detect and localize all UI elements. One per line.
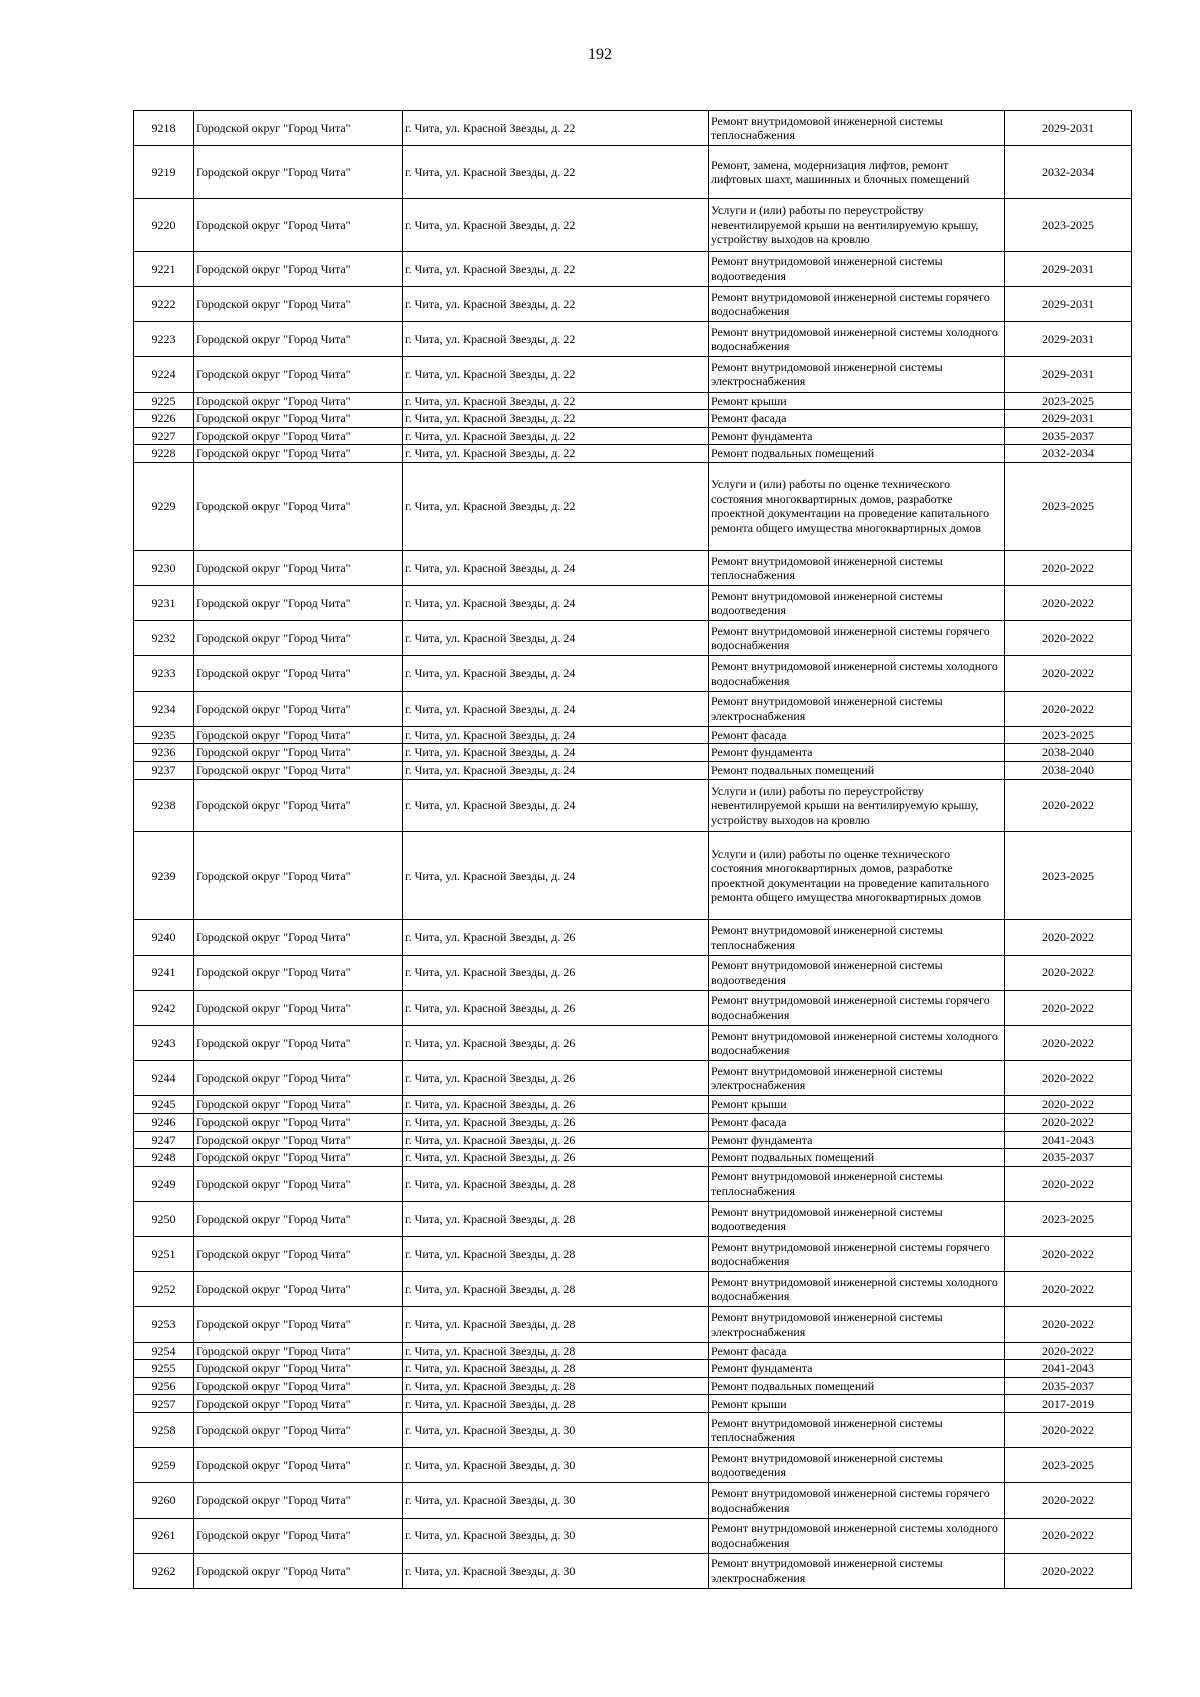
cell-work-type: Ремонт внутридомовой инженерной системы водоотведения (709, 1201, 1005, 1236)
cell-number: 9242 (134, 990, 194, 1025)
cell-municipality: Городской округ "Город Чита" (194, 1096, 403, 1114)
cell-number: 9232 (134, 621, 194, 656)
table-row (134, 462, 1132, 550)
cell-number: 9222 (134, 286, 194, 321)
cell-period: 2038-2040 (1005, 744, 1132, 762)
cell-period: 2020-2022 (1005, 1025, 1132, 1060)
cell-period: 2023-2025 (1005, 726, 1132, 744)
cell-municipality: Городской округ "Город Чита" (194, 691, 403, 726)
cell-address: г. Чита, ул. Красной Звезды, д. 22 (403, 445, 709, 463)
cell-address: г. Чита, ул. Красной Звезды, д. 26 (403, 955, 709, 990)
cell-address: г. Чита, ул. Красной Звезды, д. 26 (403, 920, 709, 955)
cell-municipality: Городской округ "Город Чита" (194, 1483, 403, 1518)
cell-period: 2020-2022 (1005, 1342, 1132, 1360)
cell-period: 2020-2022 (1005, 955, 1132, 990)
cell-work-type: Ремонт внутридомовой инженерной системы электроснабжения (709, 1307, 1005, 1342)
cell-work-type: Ремонт внутридомовой инженерной системы холодного водоснабжения (709, 1272, 1005, 1307)
cell-address: г. Чита, ул. Красной Звезды, д. 30 (403, 1553, 709, 1588)
cell-municipality: Городской округ "Город Чита" (194, 198, 403, 251)
cell-work-type: Ремонт внутридомовой инженерной системы электроснабжения (709, 357, 1005, 392)
cell-municipality: Городской округ "Город Чита" (194, 955, 403, 990)
cell-municipality: Городской округ "Город Чита" (194, 1518, 403, 1553)
table-row (134, 322, 1132, 357)
cell-number: 9227 (134, 427, 194, 445)
cell-period: 2038-2040 (1005, 762, 1132, 780)
cell-work-type: Ремонт внутридомовой инженерной системы водоотведения (709, 586, 1005, 621)
cell-period: 2029-2031 (1005, 322, 1132, 357)
cell-work-type: Ремонт внутридомовой инженерной системы холодного водоснабжения (709, 1025, 1005, 1060)
cell-work-type: Ремонт внутридомовой инженерной системы холодного водоснабжения (709, 1518, 1005, 1553)
cell-municipality: Городской округ "Город Чита" (194, 1413, 403, 1448)
cell-work-type: Ремонт внутридомовой инженерной системы водоотведения (709, 955, 1005, 990)
cell-number: 9248 (134, 1149, 194, 1167)
cell-municipality: Городской округ "Город Чита" (194, 656, 403, 691)
cell-municipality: Городской округ "Город Чита" (194, 1131, 403, 1149)
cell-address: г. Чита, ул. Красной Звезды, д. 24 (403, 621, 709, 656)
cell-number: 9259 (134, 1448, 194, 1483)
table-row (134, 762, 1132, 780)
cell-period: 2041-2043 (1005, 1131, 1132, 1149)
cell-number: 9220 (134, 198, 194, 251)
table-row (134, 691, 1132, 726)
cell-work-type: Ремонт внутридомовой инженерной системы электроснабжения (709, 1061, 1005, 1096)
table-row (134, 410, 1132, 428)
cell-number: 9223 (134, 322, 194, 357)
cell-work-type: Ремонт фасада (709, 726, 1005, 744)
cell-period: 2020-2022 (1005, 1553, 1132, 1588)
cell-period: 2020-2022 (1005, 550, 1132, 585)
cell-period: 2020-2022 (1005, 1061, 1132, 1096)
table-row (134, 1237, 1132, 1272)
cell-address: г. Чита, ул. Красной Звезды, д. 30 (403, 1483, 709, 1518)
cell-period: 2023-2025 (1005, 392, 1132, 410)
cell-period: 2020-2022 (1005, 1096, 1132, 1114)
cell-period: 2029-2031 (1005, 286, 1132, 321)
cell-address: г. Чита, ул. Красной Звезды, д. 28 (403, 1395, 709, 1413)
cell-number: 9228 (134, 445, 194, 463)
cell-municipality: Городской округ "Город Чита" (194, 146, 403, 199)
cell-municipality: Городской округ "Город Чита" (194, 1113, 403, 1131)
cell-municipality: Городской округ "Город Чита" (194, 726, 403, 744)
cell-municipality: Городской округ "Город Чита" (194, 427, 403, 445)
cell-period: 2023-2025 (1005, 832, 1132, 920)
cell-municipality: Городской округ "Город Чита" (194, 832, 403, 920)
cell-number: 9245 (134, 1096, 194, 1114)
cell-address: г. Чита, ул. Красной Звезды, д. 26 (403, 1061, 709, 1096)
cell-municipality: Городской округ "Город Чита" (194, 1025, 403, 1060)
cell-number: 9225 (134, 392, 194, 410)
cell-period: 2020-2022 (1005, 656, 1132, 691)
table-row (134, 586, 1132, 621)
cell-address: г. Чита, ул. Красной Звезды, д. 26 (403, 1025, 709, 1060)
cell-work-type: Ремонт внутридомовой инженерной системы теплоснабжения (709, 920, 1005, 955)
cell-number: 9250 (134, 1201, 194, 1236)
cell-period: 2023-2025 (1005, 198, 1132, 251)
cell-municipality: Городской округ "Город Чита" (194, 445, 403, 463)
cell-address: г. Чита, ул. Красной Звезды, д. 24 (403, 550, 709, 585)
table-row (134, 1307, 1132, 1342)
table-row (134, 955, 1132, 990)
cell-address: г. Чита, ул. Красной Звезды, д. 24 (403, 762, 709, 780)
cell-number: 9221 (134, 251, 194, 286)
table-row (134, 779, 1132, 832)
cell-address: г. Чита, ул. Красной Звезды, д. 22 (403, 410, 709, 428)
cell-period: 2017-2019 (1005, 1395, 1132, 1413)
table-row (134, 1131, 1132, 1149)
cell-work-type: Ремонт внутридомовой инженерной системы теплоснабжения (709, 1166, 1005, 1201)
cell-period: 2020-2022 (1005, 779, 1132, 832)
cell-municipality: Городской округ "Город Чита" (194, 1360, 403, 1378)
cell-address: г. Чита, ул. Красной Звезды, д. 22 (403, 427, 709, 445)
cell-municipality: Городской округ "Город Чита" (194, 286, 403, 321)
cell-address: г. Чита, ул. Красной Звезды, д. 30 (403, 1518, 709, 1553)
cell-number: 9252 (134, 1272, 194, 1307)
cell-work-type: Ремонт внутридомовой инженерной системы водоотведения (709, 251, 1005, 286)
cell-work-type: Ремонт фундамента (709, 744, 1005, 762)
cell-number: 9239 (134, 832, 194, 920)
cell-period: 2020-2022 (1005, 1413, 1132, 1448)
cell-period: 2041-2043 (1005, 1360, 1132, 1378)
cell-address: г. Чита, ул. Красной Звезды, д. 28 (403, 1201, 709, 1236)
cell-work-type: Ремонт внутридомовой инженерной системы холодного водоснабжения (709, 656, 1005, 691)
cell-municipality: Городской округ "Город Чита" (194, 586, 403, 621)
cell-address: г. Чита, ул. Красной Звезды, д. 24 (403, 726, 709, 744)
cell-work-type: Ремонт внутридомовой инженерной системы горячего водоснабжения (709, 1483, 1005, 1518)
cell-number: 9224 (134, 357, 194, 392)
cell-work-type: Ремонт внутридомовой инженерной системы теплоснабжения (709, 111, 1005, 146)
table-row (134, 1518, 1132, 1553)
cell-municipality: Городской округ "Город Чита" (194, 1342, 403, 1360)
table-row (134, 832, 1132, 920)
cell-period: 2023-2025 (1005, 1201, 1132, 1236)
cell-work-type: Ремонт подвальных помещений (709, 1149, 1005, 1167)
table-row (134, 1483, 1132, 1518)
cell-municipality: Городской округ "Город Чита" (194, 392, 403, 410)
cell-period: 2020-2022 (1005, 586, 1132, 621)
table-row (134, 1096, 1132, 1114)
cell-number: 9249 (134, 1166, 194, 1201)
cell-period: 2020-2022 (1005, 621, 1132, 656)
cell-municipality: Городской округ "Город Чита" (194, 1377, 403, 1395)
cell-work-type: Ремонт внутридомовой инженерной системы горячего водоснабжения (709, 621, 1005, 656)
cell-address: г. Чита, ул. Красной Звезды, д. 26 (403, 1149, 709, 1167)
cell-municipality: Городской округ "Город Чита" (194, 779, 403, 832)
table-row (134, 1201, 1132, 1236)
cell-period: 2035-2037 (1005, 427, 1132, 445)
table-row (134, 1149, 1132, 1167)
cell-number: 9243 (134, 1025, 194, 1060)
cell-municipality: Городской округ "Город Чита" (194, 111, 403, 146)
cell-number: 9218 (134, 111, 194, 146)
cell-work-type: Ремонт внутридомовой инженерной системы теплоснабжения (709, 1413, 1005, 1448)
table-row (134, 1166, 1132, 1201)
cell-number: 9236 (134, 744, 194, 762)
repair-schedule-table (133, 110, 1132, 1589)
table-body (134, 111, 1132, 1589)
table-row (134, 1061, 1132, 1096)
cell-period: 2020-2022 (1005, 990, 1132, 1025)
cell-address: г. Чита, ул. Красной Звезды, д. 28 (403, 1237, 709, 1272)
cell-municipality: Городской округ "Город Чита" (194, 462, 403, 550)
cell-address: г. Чита, ул. Красной Звезды, д. 28 (403, 1360, 709, 1378)
cell-address: г. Чита, ул. Красной Звезды, д. 22 (403, 357, 709, 392)
table-row (134, 550, 1132, 585)
cell-work-type: Услуги и (или) работы по переустройству невентилируемой крыши на вентилируемую крышу, устройству выходов на кровлю (709, 198, 1005, 251)
table-row (134, 251, 1132, 286)
cell-work-type: Ремонт внутридомовой инженерной системы теплоснабжения (709, 550, 1005, 585)
cell-address: г. Чита, ул. Красной Звезды, д. 22 (403, 322, 709, 357)
cell-period: 2035-2037 (1005, 1149, 1132, 1167)
cell-number: 9219 (134, 146, 194, 199)
cell-municipality: Городской округ "Город Чита" (194, 251, 403, 286)
cell-address: г. Чита, ул. Красной Звезды, д. 28 (403, 1272, 709, 1307)
cell-number: 9229 (134, 462, 194, 550)
cell-period: 2020-2022 (1005, 920, 1132, 955)
cell-address: г. Чита, ул. Красной Звезды, д. 26 (403, 1131, 709, 1149)
cell-address: г. Чита, ул. Красной Звезды, д. 28 (403, 1342, 709, 1360)
cell-number: 9258 (134, 1413, 194, 1448)
cell-municipality: Городской округ "Город Чита" (194, 920, 403, 955)
cell-number: 9240 (134, 920, 194, 955)
cell-work-type: Ремонт, замена, модернизация лифтов, ремонт лифтовых шахт, машинных и блочных помещений (709, 146, 1005, 199)
cell-period: 2020-2022 (1005, 1166, 1132, 1201)
cell-period: 2035-2037 (1005, 1377, 1132, 1395)
cell-work-type: Ремонт фундамента (709, 1131, 1005, 1149)
cell-address: г. Чита, ул. Красной Звезды, д. 28 (403, 1307, 709, 1342)
page-number: 192 (588, 46, 612, 63)
cell-work-type: Ремонт внутридомовой инженерной системы горячего водоснабжения (709, 990, 1005, 1025)
cell-period: 2032-2034 (1005, 445, 1132, 463)
cell-number: 9238 (134, 779, 194, 832)
cell-number: 9235 (134, 726, 194, 744)
cell-municipality: Городской округ "Город Чита" (194, 621, 403, 656)
cell-number: 9260 (134, 1483, 194, 1518)
table-row (134, 198, 1132, 251)
cell-period: 2020-2022 (1005, 1518, 1132, 1553)
table-row (134, 1113, 1132, 1131)
table-row (134, 1448, 1132, 1483)
cell-work-type: Ремонт фасада (709, 410, 1005, 428)
cell-address: г. Чита, ул. Красной Звезды, д. 30 (403, 1413, 709, 1448)
cell-address: г. Чита, ул. Красной Звезды, д. 22 (403, 111, 709, 146)
cell-work-type: Ремонт внутридомовой инженерной системы водоотведения (709, 1448, 1005, 1483)
cell-number: 9234 (134, 691, 194, 726)
table-row (134, 427, 1132, 445)
cell-address: г. Чита, ул. Красной Звезды, д. 26 (403, 990, 709, 1025)
table-row (134, 726, 1132, 744)
cell-address: г. Чита, ул. Красной Звезды, д. 24 (403, 656, 709, 691)
cell-period: 2029-2031 (1005, 357, 1132, 392)
cell-number: 9244 (134, 1061, 194, 1096)
cell-municipality: Городской округ "Город Чита" (194, 550, 403, 585)
cell-period: 2029-2031 (1005, 111, 1132, 146)
table-row (134, 656, 1132, 691)
table-row (134, 1342, 1132, 1360)
cell-number: 9257 (134, 1395, 194, 1413)
cell-municipality: Городской округ "Город Чита" (194, 1553, 403, 1588)
cell-number: 9254 (134, 1342, 194, 1360)
table-row (134, 146, 1132, 199)
cell-work-type: Услуги и (или) работы по оценке технического состояния многоквартирных домов, разработке проектной документации на проведение капитального ремонта общего имущества многоквартирных домов (709, 832, 1005, 920)
cell-number: 9251 (134, 1237, 194, 1272)
cell-period: 2029-2031 (1005, 410, 1132, 428)
cell-work-type: Ремонт крыши (709, 1096, 1005, 1114)
cell-work-type: Услуги и (или) работы по переустройству невентилируемой крыши на вентилируемую крышу, устройству выходов на кровлю (709, 779, 1005, 832)
cell-work-type: Ремонт подвальных помещений (709, 762, 1005, 780)
cell-number: 9261 (134, 1518, 194, 1553)
cell-period: 2023-2025 (1005, 1448, 1132, 1483)
table-row (134, 1553, 1132, 1588)
cell-number: 9230 (134, 550, 194, 585)
cell-address: г. Чита, ул. Красной Звезды, д. 22 (403, 392, 709, 410)
cell-number: 9246 (134, 1113, 194, 1131)
cell-address: г. Чита, ул. Красной Звезды, д. 24 (403, 744, 709, 762)
table-row (134, 1377, 1132, 1395)
cell-municipality: Городской округ "Город Чита" (194, 1061, 403, 1096)
cell-work-type: Ремонт фасада (709, 1113, 1005, 1131)
cell-address: г. Чита, ул. Красной Звезды, д. 30 (403, 1448, 709, 1483)
cell-municipality: Городской округ "Город Чита" (194, 762, 403, 780)
cell-work-type: Ремонт внутридомовой инженерной системы холодного водоснабжения (709, 322, 1005, 357)
table-row (134, 1272, 1132, 1307)
cell-address: г. Чита, ул. Красной Звезды, д. 26 (403, 1096, 709, 1114)
table-row (134, 357, 1132, 392)
cell-address: г. Чита, ул. Красной Звезды, д. 22 (403, 251, 709, 286)
cell-municipality: Городской округ "Город Чита" (194, 1166, 403, 1201)
cell-address: г. Чита, ул. Красной Звезды, д. 24 (403, 779, 709, 832)
cell-period: 2020-2022 (1005, 1483, 1132, 1518)
table-row (134, 445, 1132, 463)
cell-work-type: Ремонт внутридомовой инженерной системы горячего водоснабжения (709, 1237, 1005, 1272)
cell-number: 9247 (134, 1131, 194, 1149)
cell-number: 9256 (134, 1377, 194, 1395)
cell-period: 2020-2022 (1005, 1272, 1132, 1307)
table-row (134, 392, 1132, 410)
table-row (134, 1413, 1132, 1448)
table-row (134, 920, 1132, 955)
cell-address: г. Чита, ул. Красной Звезды, д. 26 (403, 1113, 709, 1131)
cell-period: 2020-2022 (1005, 1307, 1132, 1342)
cell-municipality: Городской округ "Город Чита" (194, 744, 403, 762)
cell-municipality: Городской округ "Город Чита" (194, 1149, 403, 1167)
table-row (134, 621, 1132, 656)
cell-work-type: Ремонт крыши (709, 1395, 1005, 1413)
table-row (134, 111, 1132, 146)
cell-period: 2020-2022 (1005, 1237, 1132, 1272)
cell-period: 2020-2022 (1005, 691, 1132, 726)
cell-work-type: Ремонт крыши (709, 392, 1005, 410)
cell-number: 9241 (134, 955, 194, 990)
table-row (134, 286, 1132, 321)
cell-work-type: Ремонт фундамента (709, 427, 1005, 445)
cell-municipality: Городской округ "Город Чита" (194, 1448, 403, 1483)
cell-number: 9262 (134, 1553, 194, 1588)
cell-number: 9253 (134, 1307, 194, 1342)
table-row (134, 1360, 1132, 1378)
cell-number: 9226 (134, 410, 194, 428)
cell-address: г. Чита, ул. Красной Звезды, д. 28 (403, 1377, 709, 1395)
cell-municipality: Городской округ "Город Чита" (194, 357, 403, 392)
cell-work-type: Ремонт подвальных помещений (709, 445, 1005, 463)
cell-municipality: Городской округ "Город Чита" (194, 1307, 403, 1342)
cell-period: 2032-2034 (1005, 146, 1132, 199)
cell-address: г. Чита, ул. Красной Звезды, д. 22 (403, 146, 709, 199)
cell-address: г. Чита, ул. Красной Звезды, д. 24 (403, 691, 709, 726)
table-row (134, 744, 1132, 762)
cell-work-type: Ремонт подвальных помещений (709, 1377, 1005, 1395)
cell-number: 9255 (134, 1360, 194, 1378)
cell-address: г. Чита, ул. Красной Звезды, д. 24 (403, 586, 709, 621)
cell-work-type: Ремонт фундамента (709, 1360, 1005, 1378)
cell-address: г. Чита, ул. Красной Звезды, д. 22 (403, 286, 709, 321)
cell-municipality: Городской округ "Город Чита" (194, 990, 403, 1025)
table-row (134, 1395, 1132, 1413)
cell-address: г. Чита, ул. Красной Звезды, д. 28 (403, 1166, 709, 1201)
cell-number: 9231 (134, 586, 194, 621)
cell-work-type: Ремонт фасада (709, 1342, 1005, 1360)
cell-municipality: Городской округ "Город Чита" (194, 1237, 403, 1272)
cell-number: 9233 (134, 656, 194, 691)
cell-municipality: Городской округ "Город Чита" (194, 1272, 403, 1307)
cell-municipality: Городской округ "Город Чита" (194, 1395, 403, 1413)
cell-period: 2023-2025 (1005, 462, 1132, 550)
table-row (134, 1025, 1132, 1060)
cell-work-type: Ремонт внутридомовой инженерной системы электроснабжения (709, 1553, 1005, 1588)
cell-municipality: Городской округ "Город Чита" (194, 1201, 403, 1236)
cell-municipality: Городской округ "Город Чита" (194, 322, 403, 357)
cell-address: г. Чита, ул. Красной Звезды, д. 24 (403, 832, 709, 920)
cell-work-type: Ремонт внутридомовой инженерной системы горячего водоснабжения (709, 286, 1005, 321)
table-row (134, 990, 1132, 1025)
cell-work-type: Ремонт внутридомовой инженерной системы электроснабжения (709, 691, 1005, 726)
cell-period: 2020-2022 (1005, 1113, 1132, 1131)
cell-work-type: Услуги и (или) работы по оценке технического состояния многоквартирных домов, разработке проектной документации на проведение капитального ремонта общего имущества многоквартирных домов (709, 462, 1005, 550)
cell-address: г. Чита, ул. Красной Звезды, д. 22 (403, 462, 709, 550)
cell-address: г. Чита, ул. Красной Звезды, д. 22 (403, 198, 709, 251)
cell-municipality: Городской округ "Город Чита" (194, 410, 403, 428)
cell-period: 2029-2031 (1005, 251, 1132, 286)
cell-number: 9237 (134, 762, 194, 780)
